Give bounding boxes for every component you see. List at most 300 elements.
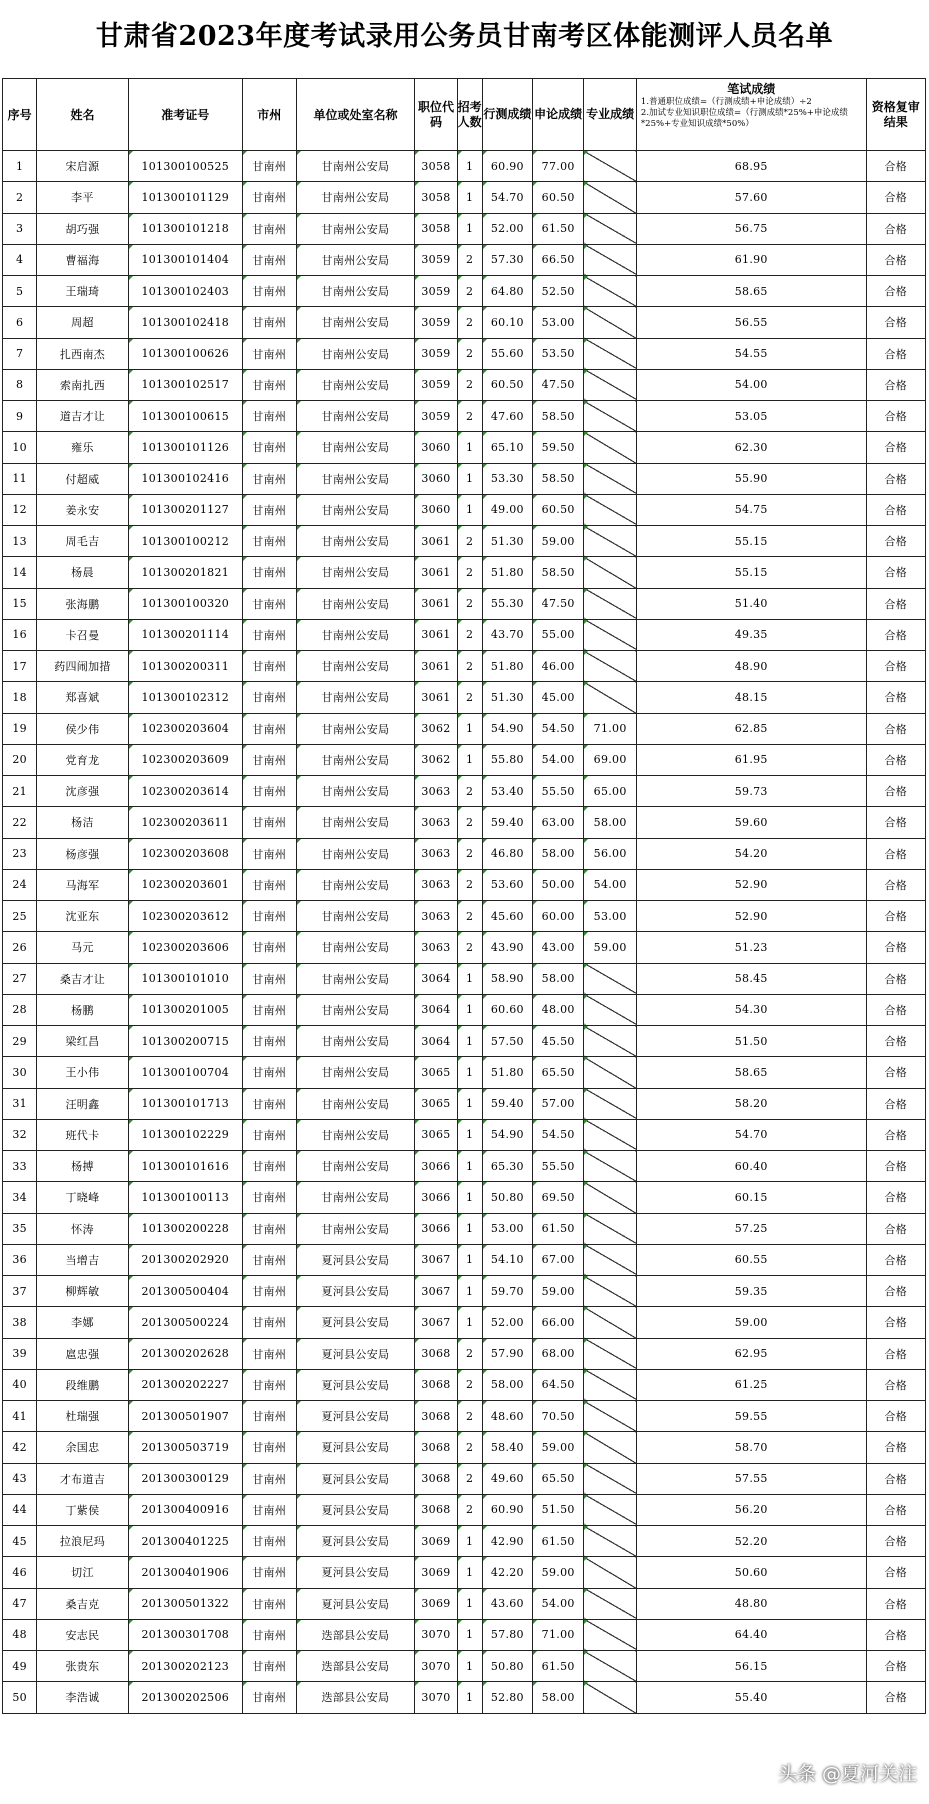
cell-written: 54.20 [636,838,866,869]
cell-count: 2 [457,557,482,588]
cell-count: 1 [457,1619,482,1650]
cell-pro [584,338,637,369]
cell-shenlun: 54.50 [532,1119,583,1150]
cell-unit: 甘南州公安局 [296,151,415,182]
cell-xingce: 47.60 [482,401,532,432]
cell-ticket: 201300503719 [128,1432,242,1463]
cell-city: 甘南州 [242,1307,296,1338]
cell-result: 合格 [866,1494,925,1525]
cell-count: 2 [457,869,482,900]
cell-xingce: 59.70 [482,1276,532,1307]
cell-ticket: 101300101616 [128,1151,242,1182]
cell-written: 59.60 [636,807,866,838]
cell-pro [584,151,637,182]
cell-city: 甘南州 [242,526,296,557]
cell-count: 2 [457,307,482,338]
cell-code: 3059 [415,401,457,432]
cell-city: 甘南州 [242,1651,296,1682]
table-row [3,1182,926,1213]
cell-seq: 10 [3,432,37,463]
cell-xingce: 60.60 [482,994,532,1025]
cell-seq: 21 [3,776,37,807]
cell-ticket: 101300102403 [128,276,242,307]
cell-seq: 34 [3,1182,37,1213]
cell-xingce: 60.90 [482,151,532,182]
cell-seq: 24 [3,869,37,900]
cell-count: 1 [457,1119,482,1150]
cell-code: 3068 [415,1369,457,1400]
cell-code: 3061 [415,651,457,682]
cell-name: 沈亚东 [37,901,128,932]
cell-name: 卡召曼 [37,619,128,650]
cell-written: 51.50 [636,1026,866,1057]
cell-count: 1 [457,463,482,494]
cell-result: 合格 [866,1151,925,1182]
cell-xingce: 52.80 [482,1682,532,1713]
cell-count: 1 [457,1213,482,1244]
cell-count: 2 [457,838,482,869]
cell-name: 才布道吉 [37,1463,128,1494]
cell-seq: 4 [3,244,37,275]
cell-name: 杨彦强 [37,838,128,869]
cell-shenlun: 43.00 [532,932,583,963]
cell-unit: 甘南州公安局 [296,588,415,619]
cell-pro [584,682,637,713]
cell-pro [584,1588,637,1619]
cell-city: 甘南州 [242,963,296,994]
cell-count: 1 [457,1588,482,1619]
cell-city: 甘南州 [242,776,296,807]
cell-result: 合格 [866,463,925,494]
cell-result: 合格 [866,1057,925,1088]
cell-seq: 42 [3,1432,37,1463]
cell-unit: 甘南州公安局 [296,932,415,963]
cell-count: 1 [457,1307,482,1338]
cell-city: 甘南州 [242,401,296,432]
cell-shenlun: 59.00 [532,1432,583,1463]
cell-pro: 54.00 [584,869,637,900]
cell-xingce: 51.80 [482,557,532,588]
cell-written: 55.40 [636,1682,866,1713]
cell-seq: 37 [3,1276,37,1307]
cell-shenlun: 60.00 [532,901,583,932]
cell-ticket: 101300101129 [128,182,242,213]
cell-shenlun: 45.50 [532,1026,583,1057]
cell-seq: 39 [3,1338,37,1369]
cell-seq: 23 [3,838,37,869]
table-row [3,932,926,963]
cell-written: 58.65 [636,276,866,307]
cell-seq: 49 [3,1651,37,1682]
cell-count: 1 [457,182,482,213]
table-row [3,1651,926,1682]
cell-result: 合格 [866,619,925,650]
cell-pro: 56.00 [584,838,637,869]
cell-count: 1 [457,1026,482,1057]
table-row [3,1557,926,1588]
cell-city: 甘南州 [242,869,296,900]
cell-count: 2 [457,338,482,369]
table-row [3,619,926,650]
cell-result: 合格 [866,1463,925,1494]
cell-city: 甘南州 [242,901,296,932]
cell-count: 1 [457,494,482,525]
cell-ticket: 101300100704 [128,1057,242,1088]
table-row [3,338,926,369]
header-written-note-1: 1.普通职位成绩=（行测成绩+申论成绩）÷2 [640,97,812,107]
cell-unit: 甘南州公安局 [296,1026,415,1057]
cell-ticket: 102300203606 [128,932,242,963]
cell-xingce: 58.90 [482,963,532,994]
cell-result: 合格 [866,276,925,307]
cell-ticket: 201300300129 [128,1463,242,1494]
table-row [3,588,926,619]
cell-pro [584,619,637,650]
cell-ticket: 101300100320 [128,588,242,619]
cell-written: 58.20 [636,1088,866,1119]
cell-unit: 夏河县公安局 [296,1369,415,1400]
cell-city: 甘南州 [242,1119,296,1150]
cell-result: 合格 [866,1026,925,1057]
cell-name: 杜瑞强 [37,1401,128,1432]
cell-xingce: 58.00 [482,1369,532,1400]
cell-code: 3063 [415,838,457,869]
cell-code: 3064 [415,1026,457,1057]
cell-count: 1 [457,963,482,994]
cell-pro [584,432,637,463]
cell-pro [584,1463,637,1494]
cell-xingce: 50.80 [482,1182,532,1213]
cell-seq: 9 [3,401,37,432]
table-row [3,1682,926,1713]
cell-code: 3067 [415,1244,457,1275]
cell-ticket: 101300102418 [128,307,242,338]
cell-code: 3061 [415,557,457,588]
cell-result: 合格 [866,1588,925,1619]
cell-result: 合格 [866,994,925,1025]
cell-result: 合格 [866,1276,925,1307]
cell-count: 2 [457,1338,482,1369]
cell-written: 56.55 [636,307,866,338]
cell-pro [584,463,637,494]
cell-result: 合格 [866,1369,925,1400]
cell-shenlun: 59.50 [532,432,583,463]
cell-shenlun: 55.00 [532,619,583,650]
cell-written: 51.40 [636,588,866,619]
cell-seq: 1 [3,151,37,182]
header-written-title: 笔试成绩 [727,82,776,96]
cell-unit: 甘南州公安局 [296,526,415,557]
cell-result: 合格 [866,369,925,400]
cell-seq: 6 [3,307,37,338]
cell-seq: 19 [3,713,37,744]
cell-code: 3070 [415,1651,457,1682]
cell-name: 张海鹏 [37,588,128,619]
cell-result: 合格 [866,1338,925,1369]
cell-ticket: 101300201005 [128,994,242,1025]
cell-name: 梁红昌 [37,1026,128,1057]
cell-ticket: 101300200228 [128,1213,242,1244]
cell-city: 甘南州 [242,463,296,494]
cell-count: 2 [457,619,482,650]
cell-count: 2 [457,807,482,838]
cell-pro: 59.00 [584,932,637,963]
cell-unit: 夏河县公安局 [296,1338,415,1369]
cell-code: 3063 [415,776,457,807]
cell-city: 甘南州 [242,1369,296,1400]
cell-ticket: 102300203609 [128,744,242,775]
cell-unit: 甘南州公安局 [296,338,415,369]
cell-count: 1 [457,1057,482,1088]
cell-seq: 22 [3,807,37,838]
cell-xingce: 51.80 [482,1057,532,1088]
cell-unit: 甘南州公安局 [296,182,415,213]
cell-unit: 夏河县公安局 [296,1432,415,1463]
cell-count: 2 [457,1494,482,1525]
cell-seq: 45 [3,1526,37,1557]
cell-ticket: 101300102229 [128,1119,242,1150]
cell-pro [584,1557,637,1588]
cell-pro: 53.00 [584,901,637,932]
cell-city: 甘南州 [242,588,296,619]
table-row [3,432,926,463]
cell-seq: 11 [3,463,37,494]
cell-written: 55.90 [636,463,866,494]
cell-shenlun: 68.00 [532,1338,583,1369]
cell-shenlun: 63.00 [532,807,583,838]
cell-result: 合格 [866,682,925,713]
table-row [3,213,926,244]
cell-written: 54.00 [636,369,866,400]
cell-written: 61.90 [636,244,866,275]
cell-xingce: 48.60 [482,1401,532,1432]
cell-code: 3067 [415,1307,457,1338]
cell-result: 合格 [866,776,925,807]
cell-city: 甘南州 [242,557,296,588]
table-row [3,963,926,994]
cell-unit: 甘南州公安局 [296,1213,415,1244]
cell-code: 3061 [415,526,457,557]
cell-unit: 甘南州公安局 [296,963,415,994]
cell-xingce: 60.10 [482,307,532,338]
cell-name: 汪明鑫 [37,1088,128,1119]
header-code: 职位代码 [415,79,457,151]
cell-shenlun: 71.00 [532,1619,583,1650]
cell-code: 3070 [415,1682,457,1713]
cell-pro [584,1651,637,1682]
cell-unit: 夏河县公安局 [296,1401,415,1432]
cell-ticket: 101300200715 [128,1026,242,1057]
cell-city: 甘南州 [242,651,296,682]
cell-name: 桑吉克 [37,1588,128,1619]
cell-written: 57.60 [636,182,866,213]
table-row [3,1276,926,1307]
cell-code: 3063 [415,901,457,932]
cell-name: 柳辉敏 [37,1276,128,1307]
cell-count: 2 [457,932,482,963]
cell-code: 3059 [415,276,457,307]
cell-code: 3058 [415,151,457,182]
cell-pro [584,494,637,525]
cell-unit: 甘南州公安局 [296,619,415,650]
cell-name: 沈彦强 [37,776,128,807]
header-count: 招考人数 [457,79,482,151]
cell-name: 道吉才让 [37,401,128,432]
cell-shenlun: 45.00 [532,682,583,713]
cell-result: 合格 [866,1182,925,1213]
cell-name: 拉浪尼玛 [37,1526,128,1557]
cell-ticket: 102300203612 [128,901,242,932]
cell-code: 3068 [415,1463,457,1494]
cell-seq: 31 [3,1088,37,1119]
cell-count: 1 [457,1182,482,1213]
cell-pro [584,588,637,619]
cell-written: 57.25 [636,1213,866,1244]
cell-city: 甘南州 [242,1213,296,1244]
cell-name: 李娜 [37,1307,128,1338]
cell-unit: 甘南州公安局 [296,776,415,807]
cell-name: 侯少伟 [37,713,128,744]
cell-xingce: 49.60 [482,1463,532,1494]
cell-pro [584,1307,637,1338]
cell-name: 杨洁 [37,807,128,838]
cell-xingce: 46.80 [482,838,532,869]
cell-seq: 15 [3,588,37,619]
cell-count: 2 [457,276,482,307]
table-row [3,713,926,744]
table-row [3,1369,926,1400]
cell-shenlun: 58.50 [532,401,583,432]
header-seq: 序号 [3,79,37,151]
cell-seq: 2 [3,182,37,213]
cell-written: 60.15 [636,1182,866,1213]
table-row [3,557,926,588]
cell-result: 合格 [866,1557,925,1588]
cell-pro [584,1619,637,1650]
cell-count: 1 [457,994,482,1025]
cell-shenlun: 58.00 [532,963,583,994]
cell-seq: 43 [3,1463,37,1494]
cell-written: 61.25 [636,1369,866,1400]
cell-xingce: 53.60 [482,869,532,900]
cell-code: 3063 [415,807,457,838]
cell-city: 甘南州 [242,932,296,963]
cell-ticket: 101300201114 [128,619,242,650]
cell-name: 李浩诚 [37,1682,128,1713]
cell-unit: 夏河县公安局 [296,1307,415,1338]
cell-pro [584,1276,637,1307]
cell-result: 合格 [866,557,925,588]
cell-ticket: 101300102416 [128,463,242,494]
cell-seq: 30 [3,1057,37,1088]
cell-pro [584,1182,637,1213]
cell-pro: 58.00 [584,807,637,838]
table-row [3,369,926,400]
cell-code: 3069 [415,1557,457,1588]
cell-pro [584,182,637,213]
cell-seq: 36 [3,1244,37,1275]
cell-city: 甘南州 [242,838,296,869]
cell-city: 甘南州 [242,369,296,400]
table-row [3,994,926,1025]
cell-written: 49.35 [636,619,866,650]
cell-result: 合格 [866,744,925,775]
cell-seq: 35 [3,1213,37,1244]
cell-count: 1 [457,1526,482,1557]
header-ticket: 准考证号 [128,79,242,151]
cell-xingce: 43.90 [482,932,532,963]
cell-name: 周超 [37,307,128,338]
cell-seq: 17 [3,651,37,682]
cell-code: 3063 [415,932,457,963]
cell-result: 合格 [866,526,925,557]
table-body [3,151,926,1714]
cell-code: 3068 [415,1494,457,1525]
cell-unit: 甘南州公安局 [296,807,415,838]
cell-shenlun: 58.00 [532,838,583,869]
cell-count: 2 [457,901,482,932]
cell-code: 3069 [415,1588,457,1619]
cell-ticket: 101300101010 [128,963,242,994]
cell-xingce: 60.90 [482,1494,532,1525]
cell-name: 王小伟 [37,1057,128,1088]
cell-name: 扈忠强 [37,1338,128,1369]
cell-city: 甘南州 [242,432,296,463]
cell-unit: 甘南州公安局 [296,901,415,932]
cell-shenlun: 67.00 [532,1244,583,1275]
cell-city: 甘南州 [242,1057,296,1088]
cell-seq: 40 [3,1369,37,1400]
cell-ticket: 201300501322 [128,1588,242,1619]
cell-count: 1 [457,744,482,775]
cell-ticket: 101300101713 [128,1088,242,1119]
cell-code: 3061 [415,588,457,619]
table-row [3,244,926,275]
cell-name: 王瑞琦 [37,276,128,307]
cell-result: 合格 [866,338,925,369]
cell-city: 甘南州 [242,807,296,838]
cell-unit: 甘南州公安局 [296,401,415,432]
cell-name: 段维鹏 [37,1369,128,1400]
cell-result: 合格 [866,1682,925,1713]
table-row [3,1244,926,1275]
table-row [3,1151,926,1182]
cell-shenlun: 64.50 [532,1369,583,1400]
cell-count: 2 [457,776,482,807]
cell-ticket: 101300100525 [128,151,242,182]
header-written [636,79,866,151]
header-city: 市州 [242,79,296,151]
cell-unit: 夏河县公安局 [296,1463,415,1494]
header-unit: 单位或处室名称 [296,79,415,151]
cell-seq: 8 [3,369,37,400]
cell-written: 56.20 [636,1494,866,1525]
cell-written: 59.35 [636,1276,866,1307]
cell-result: 合格 [866,1119,925,1150]
cell-count: 1 [457,713,482,744]
cell-count: 1 [457,1651,482,1682]
cell-name: 药四闹加措 [37,651,128,682]
cell-result: 合格 [866,213,925,244]
cell-unit: 甘南州公安局 [296,1088,415,1119]
table-row [3,744,926,775]
cell-city: 甘南州 [242,338,296,369]
cell-city: 甘南州 [242,494,296,525]
table-row [3,651,926,682]
cell-city: 甘南州 [242,1588,296,1619]
cell-xingce: 57.50 [482,1026,532,1057]
cell-name: 李平 [37,182,128,213]
